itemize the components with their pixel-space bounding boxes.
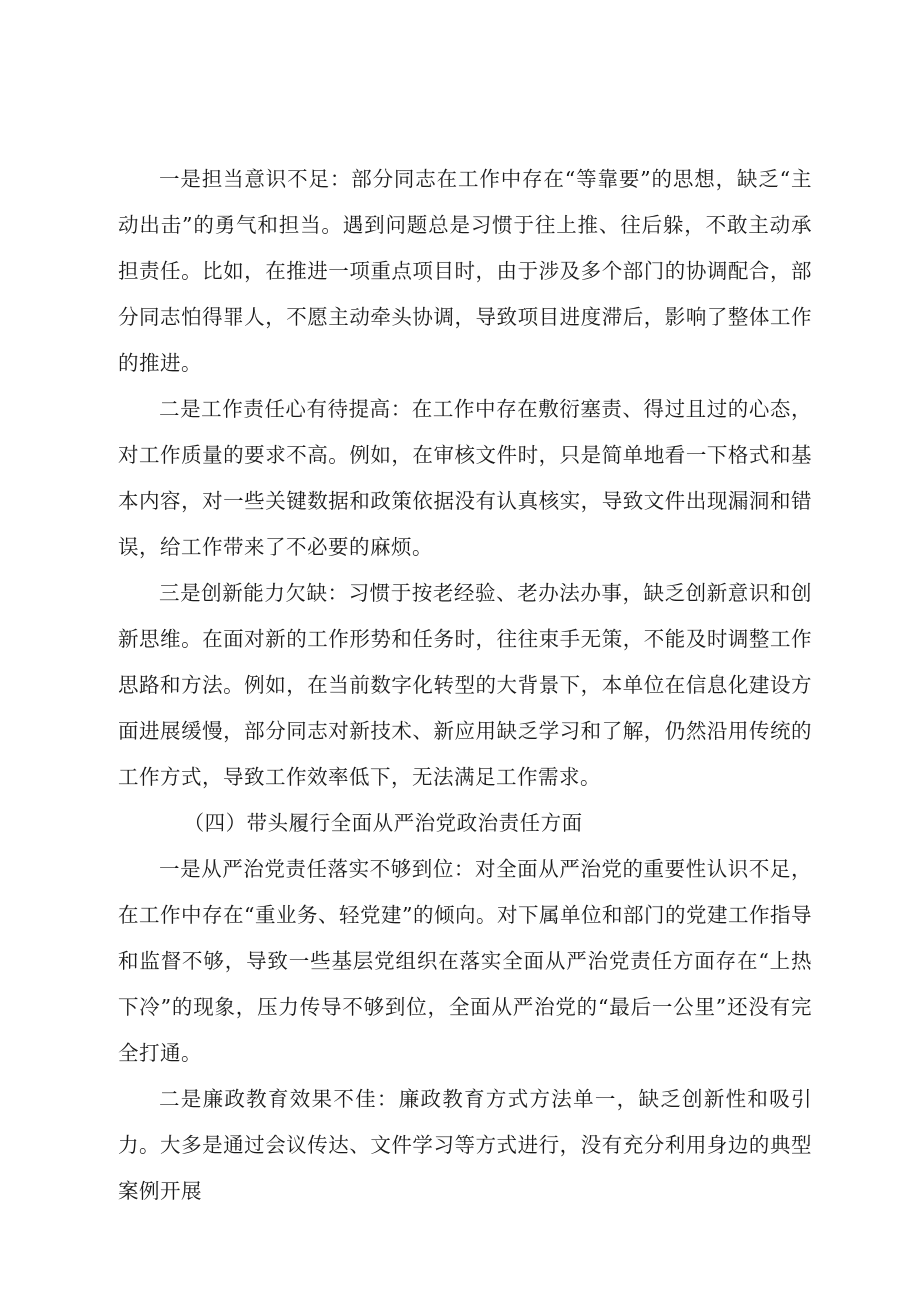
paragraph-party-responsibility: 一是从严治党责任落实不够到位：对全面从严治党的重要性认识不足，在工作中存在“重业务、轻党建”的倾向。对下属单位和部门的党建工作指导和监督不够，导致一些基层党组织在落实全面从严治党责任方面存在“上热下冷”的现象，压力传导不够到位，全面从严治党的“最后一公里”还没有完全打通。 [118,857,812,1065]
section-heading-party-governance: （四）带头履行全面从严治党政治责任方面 [183,811,583,835]
document-body [118,156,812,1214]
paragraph-responsibility-awareness: 一是担当意识不足：部分同志在工作中存在“等靠要”的思想，缺乏“主动出击”的勇气和担当。遇到问题总是习惯于往上推、往后躲，不敢主动承担责任。比如，在推进一项重点项目时，由于涉及多个部门的协调配合，部分同志怕得罪人，不愿主动牵头协调，导致项目进度滞后，影响了整体工作的推进。 [118,167,812,375]
paragraph-innovation-ability: 三是创新能力欠缺：习惯于按老经验、老办法办事，缺乏创新意识和创新思维。在面对新的工作形势和任务时，往往束手无策，不能及时调整工作思路和方法。例如，在当前数字化转型的大背景下，本单位在信息化建设方面进展缓慢，部分同志对新技术、新应用缺乏学习和了解，仍然沿用传统的工作方式，导致工作效率低下，无法满足工作需求。 [118,581,812,789]
paragraph-integrity-education: 二是廉政教育效果不佳：廉政教育方式方法单一，缺乏创新性和吸引力。大多是通过会议传达、文件学习等方式进行，没有充分利用身边的典型案例开展 [118,1087,812,1203]
paragraph-work-responsibility: 二是工作责任心有待提高：在工作中存在敷衍塞责、得过且过的心态，对工作质量的要求不高。例如，在审核文件时，只是简单地看一下格式和基本内容，对一些关键数据和政策依据没有认真核实，导致文件出现漏洞和错误，给工作带来了不必要的麻烦。 [118,397,812,559]
